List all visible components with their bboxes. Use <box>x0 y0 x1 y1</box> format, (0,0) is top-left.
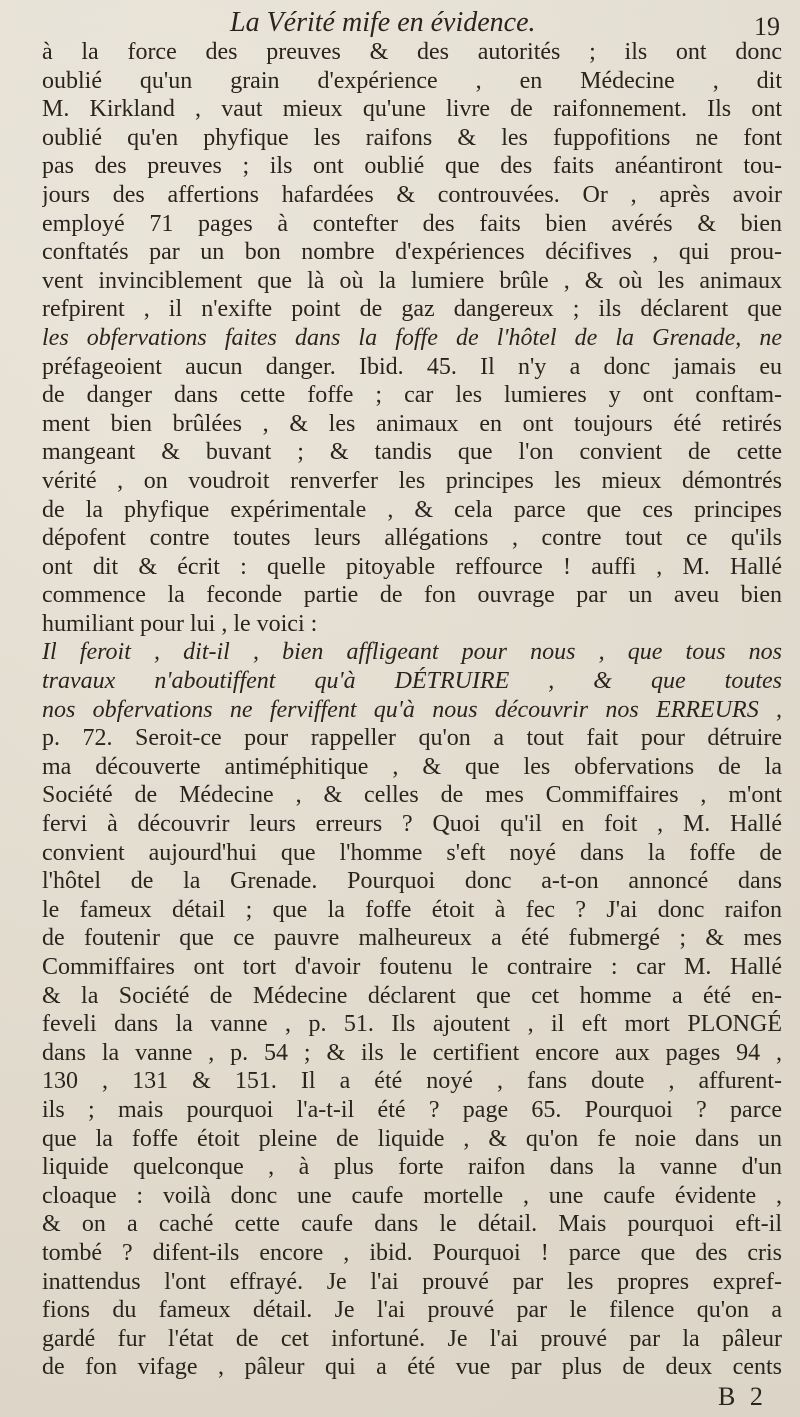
text-line: convient aujourd'hui que l'homme s'eft noyé dans la foffe de <box>42 839 782 866</box>
text-line: ment bien brûlées , & les animaux en ont toujours été retirés <box>42 410 782 437</box>
text-line: le fameux détail ; que la foffe étoit à fec ? J'ai donc raifon <box>42 896 782 923</box>
signature-mark: B 2 <box>718 1382 767 1411</box>
text-line: p. 72. Seroit-ce pour rappeller qu'on a tout fait pour détruire <box>42 725 782 752</box>
text-line: à la force des preuves & des autorités ; ils ont donc <box>42 39 782 65</box>
text-line: & la Société de Médecine déclarent que cet homme a été en- <box>42 982 782 1009</box>
quotation-line: travaux n'aboutiffent qu'à DÉTRUIRE , & que toutes <box>42 668 782 695</box>
running-title: La Vérité mife en évidence. <box>230 7 536 38</box>
text-line: de la phyfique expérimentale , & cela parce que ces principes <box>42 496 782 523</box>
text-line: ma découverte antiméphitique , & que les obfervations de la <box>42 753 782 780</box>
page-number: 19 <box>754 12 780 41</box>
text-line: jours des affertions hafardées & controuvées. Or , après avoir <box>42 181 782 208</box>
text-line: que la foffe étoit pleine de liquide , & qu'on fe noie dans un <box>42 1125 782 1152</box>
text-line: commence la feconde partie de fon ouvrage par un aveu bien <box>42 582 782 609</box>
text-line: & on a caché cette caufe dans le détail. Mais pourquoi eft-il <box>42 1211 782 1238</box>
text-line: dans la vanne , p. 54 ; & ils le certifient encore aux pages 94 , <box>42 1039 782 1066</box>
text-line: préfageoient aucun danger. Ibid. 45. Il n'y a donc jamais eu <box>42 353 782 380</box>
text-line: ont dit & écrit : quelle pitoyable reffource ! auffi , M. Hallé <box>42 553 782 580</box>
text-line: ils ; mais pourquoi l'a-t-il été ? page 65. Pourquoi ? parce <box>42 1096 782 1123</box>
text-line: l'hôtel de la Grenade. Pourquoi donc a-t-on annoncé dans <box>42 868 782 895</box>
text-line: pas des preuves ; ils ont oublié que des faits anéantiront tou- <box>42 153 782 180</box>
text-line: feveli dans la vanne , p. 51. Ils ajoutent , il eft mort PLONGÉ <box>42 1011 782 1038</box>
text-line: Commiffaires ont tort d'avoir foutenu le contraire : car M. Hallé <box>42 954 782 980</box>
text-line: Société de Médecine , & celles de mes Commiffaires , m'ont <box>42 782 782 809</box>
text-line: 130 , 131 & 151. Il a été noyé , fans doute , affurent- <box>42 1068 782 1095</box>
body-text <box>42 38 782 1382</box>
text-line: fervi à découvrir leurs erreurs ? Quoi qu'il en foit , M. Hallé <box>42 811 782 838</box>
text-line: de fon vifage , pâleur qui a été vue par plus de deux cents <box>42 1354 782 1381</box>
text-line: conftatés par un bon nombre d'expériences décifives , qui prou- <box>42 239 782 266</box>
text-line: oublié qu'en phyfique les raifons & les fuppofitions ne font <box>42 124 782 151</box>
text-line: humiliant pour lui , le voici : <box>42 610 318 637</box>
text-line: mangeant & buvant ; & tandis que l'on convient de cette <box>42 439 782 466</box>
text-line: inattendus l'ont effrayé. Je l'ai prouvé par les propres expref- <box>42 1268 782 1295</box>
page-header <box>0 2 800 41</box>
quotation-line: Il feroit , dit-il , bien affligeant pour nous , que tous nos <box>42 639 782 666</box>
text-line: dépofent contre toutes leurs allégations , contre tout ce qu'ils <box>42 525 782 552</box>
text-line: de foutenir que ce pauvre malheureux a été fubmergé ; & mes <box>42 925 782 952</box>
text-line: M. Kirkland , vaut mieux qu'une livre de raifonnement. Ils ont <box>42 96 782 123</box>
text-line: tombé ? difent-ils encore , ibid. Pourquoi ! parce que des cris <box>42 1239 782 1266</box>
text-line: liquide quelconque , à plus forte raifon dans la vanne d'un <box>42 1154 782 1181</box>
quotation-line: nos obfervations ne ferviffent qu'à nous découvrir nos ERREURS , <box>42 696 782 723</box>
text-line: de danger dans cette foffe ; car les lumieres y ont conftam- <box>42 382 782 409</box>
text-line: refpirent , il n'exifte point de gaz dangereux ; ils déclarent que <box>42 296 782 323</box>
text-line: gardé fur l'état de cet infortuné. Je l'ai prouvé par la pâleur <box>42 1325 782 1352</box>
text-line: fions du fameux détail. Je l'ai prouvé par le filence qu'on a <box>42 1297 782 1324</box>
text-line: vérité , on voudroit renverfer les principes les mieux démontrés <box>42 467 782 494</box>
text-line: cloaque : voilà donc une caufe mortelle , une caufe évidente , <box>42 1182 782 1209</box>
text-line: employé 71 pages à contefter des faits bien avérés & bien <box>42 210 782 237</box>
text-line: vent invinciblement que là où la lumiere brûle , & où les animaux <box>42 267 782 294</box>
text-line: les obfervations faites dans la foffe de l'hôtel de la Grenade, ne <box>42 324 782 351</box>
text-line: oublié qu'un grain d'expérience , en Médecine , dit <box>42 67 782 94</box>
